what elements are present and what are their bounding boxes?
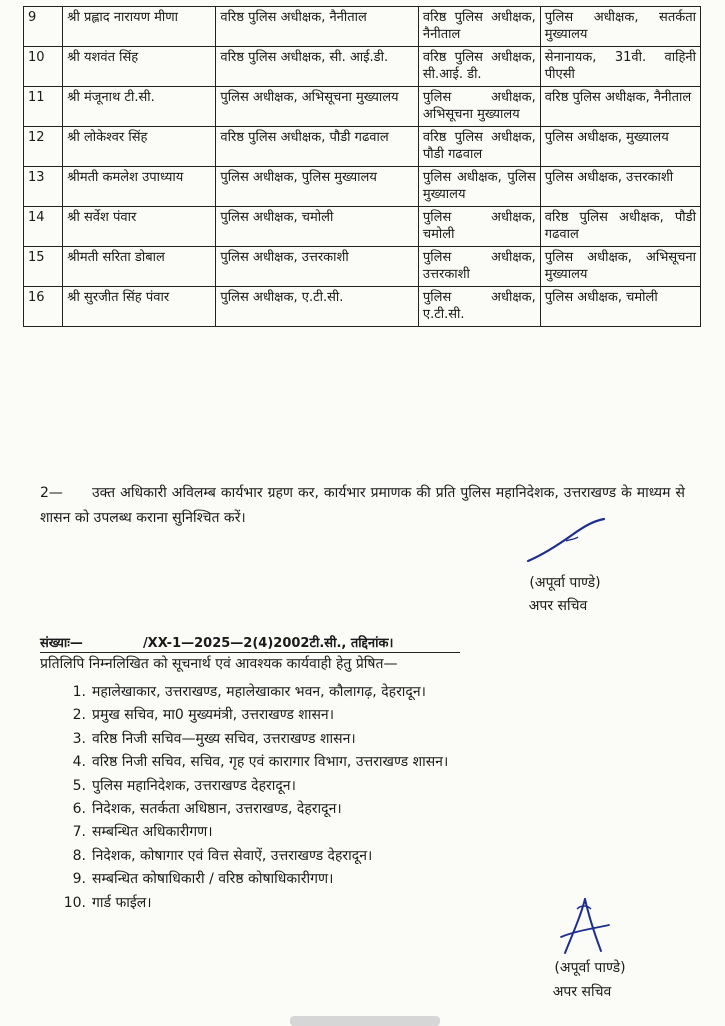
- previous-post: पुलिस अधीक्षक, ए.टी.सी.: [216, 287, 418, 327]
- list-item-text: निदेशक, सतर्कता अधिष्ठान, उत्तराखण्ड, देहरादून।: [92, 800, 342, 817]
- reference-number: [40, 633, 460, 653]
- new-posting: पुलिस अधीक्षक, सतर्कता मुख्यालय: [540, 7, 700, 47]
- previous-post: वरिष्ठ पुलिस अधीक्षक, नैनीताल: [216, 7, 418, 47]
- current-post: पुलिस अधीक्षक, अभिसूचना मुख्यालय: [418, 87, 540, 127]
- table-row: [24, 207, 701, 247]
- list-item-text: प्रमुख सचिव, मा0 मुख्यमंत्री, उत्तराखण्ड शासन।: [92, 707, 334, 724]
- list-item-text: सम्बन्धित अधिकारीगण।: [92, 824, 213, 841]
- list-item-text: वरिष्ठ निजी सचिव—मुख्य सचिव, उत्तराखण्ड शासन।: [92, 730, 356, 747]
- paragraph-text: उक्त अधिकारी अविलम्ब कार्यभार ग्रहण कर, कार्यभार प्रमाणक की प्रति पुलिस महानिदेशक, उत्तराखण्ड के माध्यम से शासन को उपलब्ध कराना सुनिश्चित करें।: [40, 485, 685, 526]
- current-post: वरिष्ठ पुलिस अधीक्षक, नैनीताल: [418, 7, 540, 47]
- signature-title-2: अपर सचिव: [552, 984, 612, 1000]
- officer-name: श्री सर्वेश पंवार: [63, 207, 216, 247]
- serial-number: 16: [24, 287, 63, 327]
- serial-number: 11: [24, 87, 63, 127]
- table-row: [24, 87, 701, 127]
- table-row: [24, 127, 701, 167]
- table-row: [24, 167, 701, 207]
- list-item-number: 9.: [72, 871, 86, 888]
- list-item: [40, 868, 448, 891]
- table-row: [24, 287, 701, 327]
- serial-number: 9: [24, 7, 63, 47]
- list-item: [40, 751, 448, 774]
- current-post: पुलिस अधीक्षक, पुलिस मुख्यालय: [418, 167, 540, 207]
- current-post: पुलिस अधीक्षक, चमोली: [418, 207, 540, 247]
- serial-number: 10: [24, 47, 63, 87]
- officer-name: श्री यशवंत सिंह: [63, 47, 216, 87]
- officer-name: श्री सुरजीत सिंह पंवार: [63, 287, 216, 327]
- list-item-number: 2.: [72, 707, 86, 724]
- distribution-list: [40, 681, 448, 915]
- new-posting: पुलिस अधीक्षक, अभिसूचना मुख्यालय: [540, 247, 700, 287]
- serial-number: 13: [24, 167, 63, 207]
- current-post: वरिष्ठ पुलिस अधीक्षक, सी.आई. डी.: [418, 47, 540, 87]
- transfer-table: [23, 6, 701, 327]
- new-posting: पुलिस अधीक्षक, उत्तरकाशी: [540, 167, 700, 207]
- new-posting: वरिष्ठ पुलिस अधीक्षक, नैनीताल: [540, 87, 700, 127]
- new-posting: पुलिस अधीक्षक, चमोली: [540, 287, 700, 327]
- list-item-number: 8.: [72, 847, 86, 864]
- list-item: [40, 704, 448, 727]
- serial-number: 14: [24, 207, 63, 247]
- table-row: [24, 47, 701, 87]
- copy-intro: प्रतिलिपि निम्नलिखित को सूचनार्थ एवं आवश्यक कार्यवाही हेतु प्रेषित—: [40, 656, 398, 672]
- serial-number: 15: [24, 247, 63, 287]
- current-post: वरिष्ठ पुलिस अधीक्षक, पौडी गढवाल: [418, 127, 540, 167]
- list-item-text: पुलिस महानिदेशक, उत्तराखण्ड देहरादून।: [92, 777, 296, 794]
- previous-post: वरिष्ठ पुलिस अधीक्षक, सी. आई.डी.: [216, 47, 418, 87]
- list-item: [40, 681, 448, 704]
- previous-post: पुलिस अधीक्षक, चमोली: [216, 207, 418, 247]
- serial-number: 12: [24, 127, 63, 167]
- reference-value: /XX-1—2025—2(4)2002टी.सी., तद्दिनांक।: [142, 636, 394, 651]
- list-item-number: 10.: [63, 894, 86, 911]
- officer-name: श्रीमती सरिता डोबाल: [63, 247, 216, 287]
- list-item-text: गार्ड फाईल।: [92, 894, 152, 911]
- list-item-number: 1.: [72, 684, 86, 700]
- list-item-number: 6.: [72, 800, 86, 817]
- new-posting: पुलिस अधीक्षक, मुख्यालय: [540, 127, 700, 167]
- previous-post: पुलिस अधीक्षक, पुलिस मुख्यालय: [216, 167, 418, 207]
- new-posting: वरिष्ठ पुलिस अधीक्षक, पौडी गढवाल: [540, 207, 700, 247]
- list-item-text: निदेशक, कोषागार एवं वित्त सेवाऐं, उत्तराखण्ड देहरादून।: [92, 847, 373, 864]
- list-item: [40, 892, 448, 915]
- list-item: [40, 798, 448, 821]
- signature-title-1: अपर सचिव: [528, 598, 588, 614]
- list-item-number: 7.: [72, 824, 86, 841]
- list-item-text: सम्बन्धित कोषाधिकारी / वरिष्ठ कोषाधिकारीगण।: [92, 871, 334, 888]
- list-item: [40, 821, 448, 844]
- officer-name: श्रीमती कमलेश उपाध्याय: [63, 167, 216, 207]
- officer-name: श्री मंजूनाथ टी.सी.: [63, 87, 216, 127]
- list-item: [40, 845, 448, 868]
- list-item-number: 3.: [72, 730, 86, 747]
- list-item-text: वरिष्ठ निजी सचिव, सचिव, गृह एवं कारागार विभाग, उत्तराखण्ड शासन।: [92, 754, 449, 771]
- signature-name-1: (अपूर्वा पाण्डे): [529, 575, 601, 591]
- paragraph-number: 2—: [40, 485, 63, 501]
- signature-stroke-2: [555, 895, 615, 957]
- officer-name: श्री लोकेश्वर सिंह: [63, 127, 216, 167]
- list-item: [40, 728, 448, 751]
- reference-label: संख्याः—: [40, 636, 83, 651]
- list-item: [40, 775, 448, 798]
- current-post: पुलिस अधीक्षक, ए.टी.सी.: [418, 287, 540, 327]
- scroll-handle[interactable]: [290, 1016, 440, 1026]
- new-posting: सेनानायक, 31वी. वाहिनी पीएसी: [540, 47, 700, 87]
- previous-post: पुलिस अधीक्षक, अभिसूचना मुख्यालय: [216, 87, 418, 127]
- previous-post: वरिष्ठ पुलिस अधीक्षक, पौडी गढवाल: [216, 127, 418, 167]
- signature-stroke-1: [520, 515, 610, 567]
- table-row: [24, 247, 701, 287]
- previous-post: पुलिस अधीक्षक, उत्तरकाशी: [216, 247, 418, 287]
- list-item-number: 4.: [72, 754, 86, 771]
- current-post: पुलिस अधीक्षक, उत्तरकाशी: [418, 247, 540, 287]
- list-item-text: महालेखाकार, उत्तराखण्ड, महालेखाकार भवन, कौलागढ़, देहरादून।: [92, 684, 426, 700]
- officer-name: श्री प्रह्लाद नारायण मीणा: [63, 7, 216, 47]
- list-item-number: 5.: [72, 777, 86, 794]
- signature-name-2: (अपूर्वा पाण्डे): [554, 960, 626, 976]
- table-row: [24, 7, 701, 47]
